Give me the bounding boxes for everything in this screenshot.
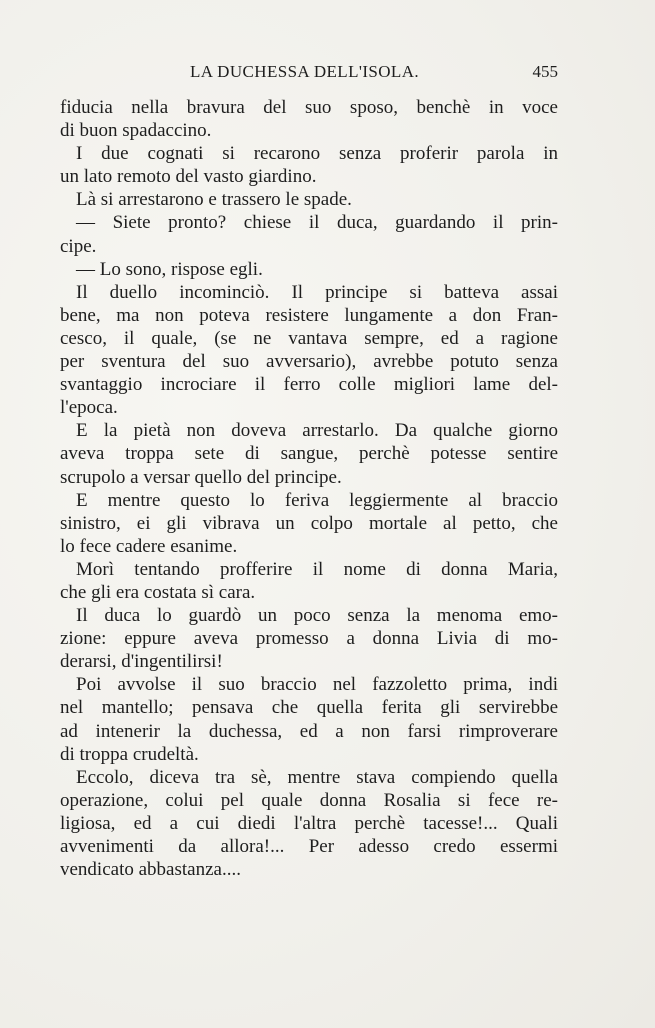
text-line: Là si arrestarono e trassero le spade. [76,189,352,211]
text-line: ligiosa, ed a cui diedi l'altra perchè tacesse!... Quali [60,812,558,834]
text-line: fiducia nella bravura del suo sposo, benchè in voce [60,97,558,118]
text-line: un lato remoto del vasto giardino. [60,166,317,188]
text-line: cesco, il quale, (se ne vantava sempre, ed a ragione [60,327,558,349]
text-line: ad intenerir la duchessa, ed a non farsi rimproverare [60,720,558,742]
text-line: di buon spadaccino. [60,120,212,142]
text-line: E mentre questo lo feriva leggiermente al braccio [76,489,558,511]
text-line: scrupolo a versar quello del principe. [60,466,342,488]
page-header [60,62,558,86]
text-line: l'epoca. [60,397,118,419]
running-title: LA DUCHESSA DELL'ISOLA. [190,62,420,81]
text-line: Morì tentando profferire il nome di donna Maria, [76,558,558,580]
text-line: bene, ma non poteva resistere lungamente a don Fran- [60,304,558,326]
text-line: cipe. [60,235,97,257]
text-line: Poi avvolse il suo braccio nel fazzoletto prima, indi [76,674,558,696]
text-line: Eccolo, diceva tra sè, mentre stava compiendo quella [76,766,558,788]
text-line: Il duca lo guardò un poco senza la menoma emo- [76,605,558,627]
text-line: per sventura del suo avversario), avrebbe potuto senza [60,351,558,373]
text-line: Il duello incominciò. Il principe si batteva assai [76,281,558,303]
text-line: derarsi, d'ingentilirsi! [60,651,223,673]
text-line: lo fece cadere esanime. [60,535,238,557]
text-line: — Siete pronto? chiese il duca, guardando il prin- [76,212,558,234]
text-line: di troppa crudeltà. [60,743,199,765]
page-number: 455 [532,62,558,81]
text-line: avvenimenti da allora!... Per adesso credo essermi [60,836,558,857]
body-text [60,96,558,881]
text-line: aveva troppa sete di sangue, perchè potesse sentire [60,443,558,465]
text-line: operazione, colui pel quale donna Rosalia si fece re- [60,789,558,811]
text-line: nel mantello; pensava che quella ferita gli servirebbe [60,697,558,719]
text-line: sinistro, ei gli vibrava un colpo mortale al petto, che [60,512,558,534]
text-line: zione: eppure aveva promesso a donna Livia di mo- [60,628,558,650]
text-line: svantaggio incrociare il ferro colle migliori lame del- [60,374,558,396]
text-line: che gli era costata sì cara. [60,581,256,603]
text-line: vendicato abbastanza.... [60,859,241,881]
text-line: — Lo sono, rispose egli. [76,258,263,280]
text-line: I due cognati si recarono senza proferir parola in [76,143,558,165]
text-line: E la pietà non doveva arrestarlo. Da qualche giorno [76,420,558,442]
